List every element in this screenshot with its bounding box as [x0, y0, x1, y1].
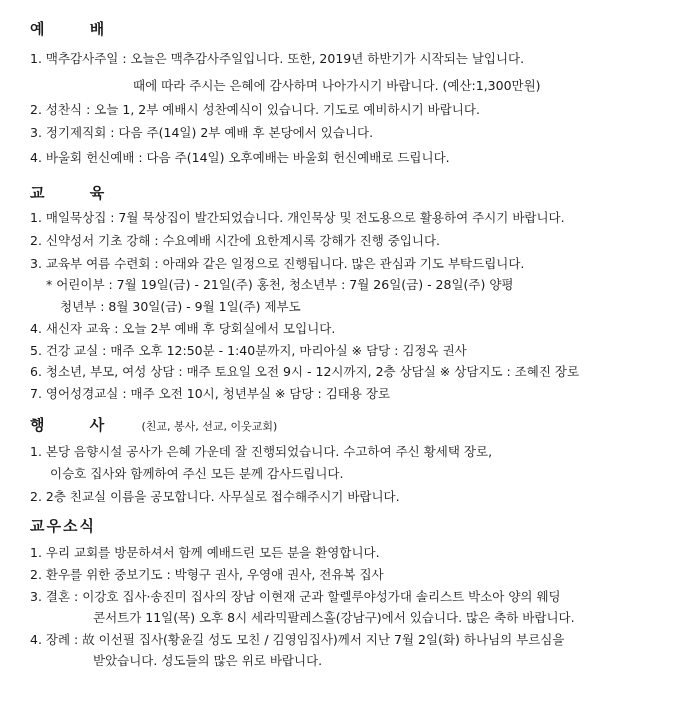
news-line-4-cont: 받았습니다. 성도들의 많은 위로 바랍니다. [93, 653, 323, 668]
education-line-3: 3. 교육부 여름 수련회 : 아래와 같은 일정으로 진행됩니다. 많은 관심과 기도 부탁드립니다. [30, 256, 525, 271]
events-line-1-cont: 이승호 집사와 함께하여 주신 모든 분께 감사드립니다. [50, 466, 344, 481]
events-line-2: 2. 2층 친교실 이름을 공모합니다. 사무실로 접수해주시기 바랍니다. [30, 489, 400, 504]
worship-line-4: 4. 바울회 헌신예배 : 다음 주(14일) 오후예배는 바울회 헌신예배로 드립니다. [30, 150, 450, 165]
news-line-3: 3. 결혼 : 이강호 집사·송진미 집사의 장남 이현재 군과 할렐루야성가대 솔리스트 박소아 양의 웨딩 [30, 589, 561, 604]
news-line-1: 1. 우리 교회를 방문하셔서 함께 예배드린 모든 분을 환영합니다. [30, 545, 380, 560]
section-title-congregation-news: 교우소식 [30, 517, 96, 535]
worship-line-1: 1. 맥추감사주일 : 오늘은 맥추감사주일입니다. 또한, 2019년 하반기가 시작되는 날입니다. [30, 51, 525, 66]
education-line-5: 5. 건강 교실 : 매주 오후 12:50분 - 1:40분까지, 마리아실 ※ 담당 : 김정옥 권사 [30, 343, 467, 358]
section-subtitle-events: (친교, 봉사, 선교, 이웃교회) [141, 420, 278, 433]
education-line-4: 4. 새신자 교육 : 오늘 2부 예배 후 당회실에서 모입니다. [30, 321, 336, 336]
news-line-4: 4. 장례 : 故 이선필 집사(황윤길 성도 모친 / 김영임집사)께서 지난 7월 2일(화) 하나님의 부르심을 [30, 632, 565, 647]
education-line-3-camp-2: 청년부 : 8월 30일(금) - 9월 1일(주) 제부도 [60, 299, 301, 314]
section-title-events [30, 414, 277, 435]
worship-line-3: 3. 정기제직회 : 다음 주(14일) 2부 예배 후 본당에서 있습니다. [30, 125, 374, 140]
news-line-2: 2. 환우를 위한 중보기도 : 박형구 권사, 우영애 권사, 전유복 집사 [30, 567, 384, 582]
worship-line-1-cont: 때에 따라 주시는 은혜에 감사하며 나아가시기 바랍니다. (예산:1,300만원) [133, 78, 541, 93]
education-line-2: 2. 신약성서 기초 강해 : 수요예배 시간에 요한계시록 강해가 진행 중입니다. [30, 233, 441, 248]
news-line-3-cont: 콘서트가 11일(목) 오후 8시 세라믹팔레스홀(강남구)에서 있습니다. 많은 축하 바랍니다. [93, 610, 575, 625]
events-line-1: 1. 본당 음향시설 공사가 은혜 가운데 잘 진행되었습니다. 수고하여 주신 황세택 장로, [30, 444, 493, 459]
section-title-events-text: 행 사 [30, 416, 125, 434]
section-title-worship: 예 배 [30, 20, 125, 38]
worship-line-2: 2. 성찬식 : 오늘 1, 2부 예배시 성찬예식이 있습니다. 기도로 예비하시기 바랍니다. [30, 102, 480, 117]
section-title-education: 교 육 [30, 184, 125, 202]
education-line-3-camp-1: * 어린이부 : 7월 19일(금) - 21일(주) 홍천, 청소년부 : 7월 26일(금) - 28일(주) 양평 [46, 277, 514, 292]
education-line-6: 6. 청소년, 부모, 여성 상담 : 매주 토요일 오전 9시 - 12시까지, 2층 상담실 ※ 상담지도 : 조혜진 장로 [30, 364, 580, 379]
education-line-1: 1. 매일묵상집 : 7월 묵상집이 발간되었습니다. 개인묵상 및 전도용으로 활용하여 주시기 바랍니다. [30, 210, 565, 225]
education-line-7: 7. 영어성경교실 : 매주 오전 10시, 청년부실 ※ 담당 : 김태용 장로 [30, 386, 391, 401]
